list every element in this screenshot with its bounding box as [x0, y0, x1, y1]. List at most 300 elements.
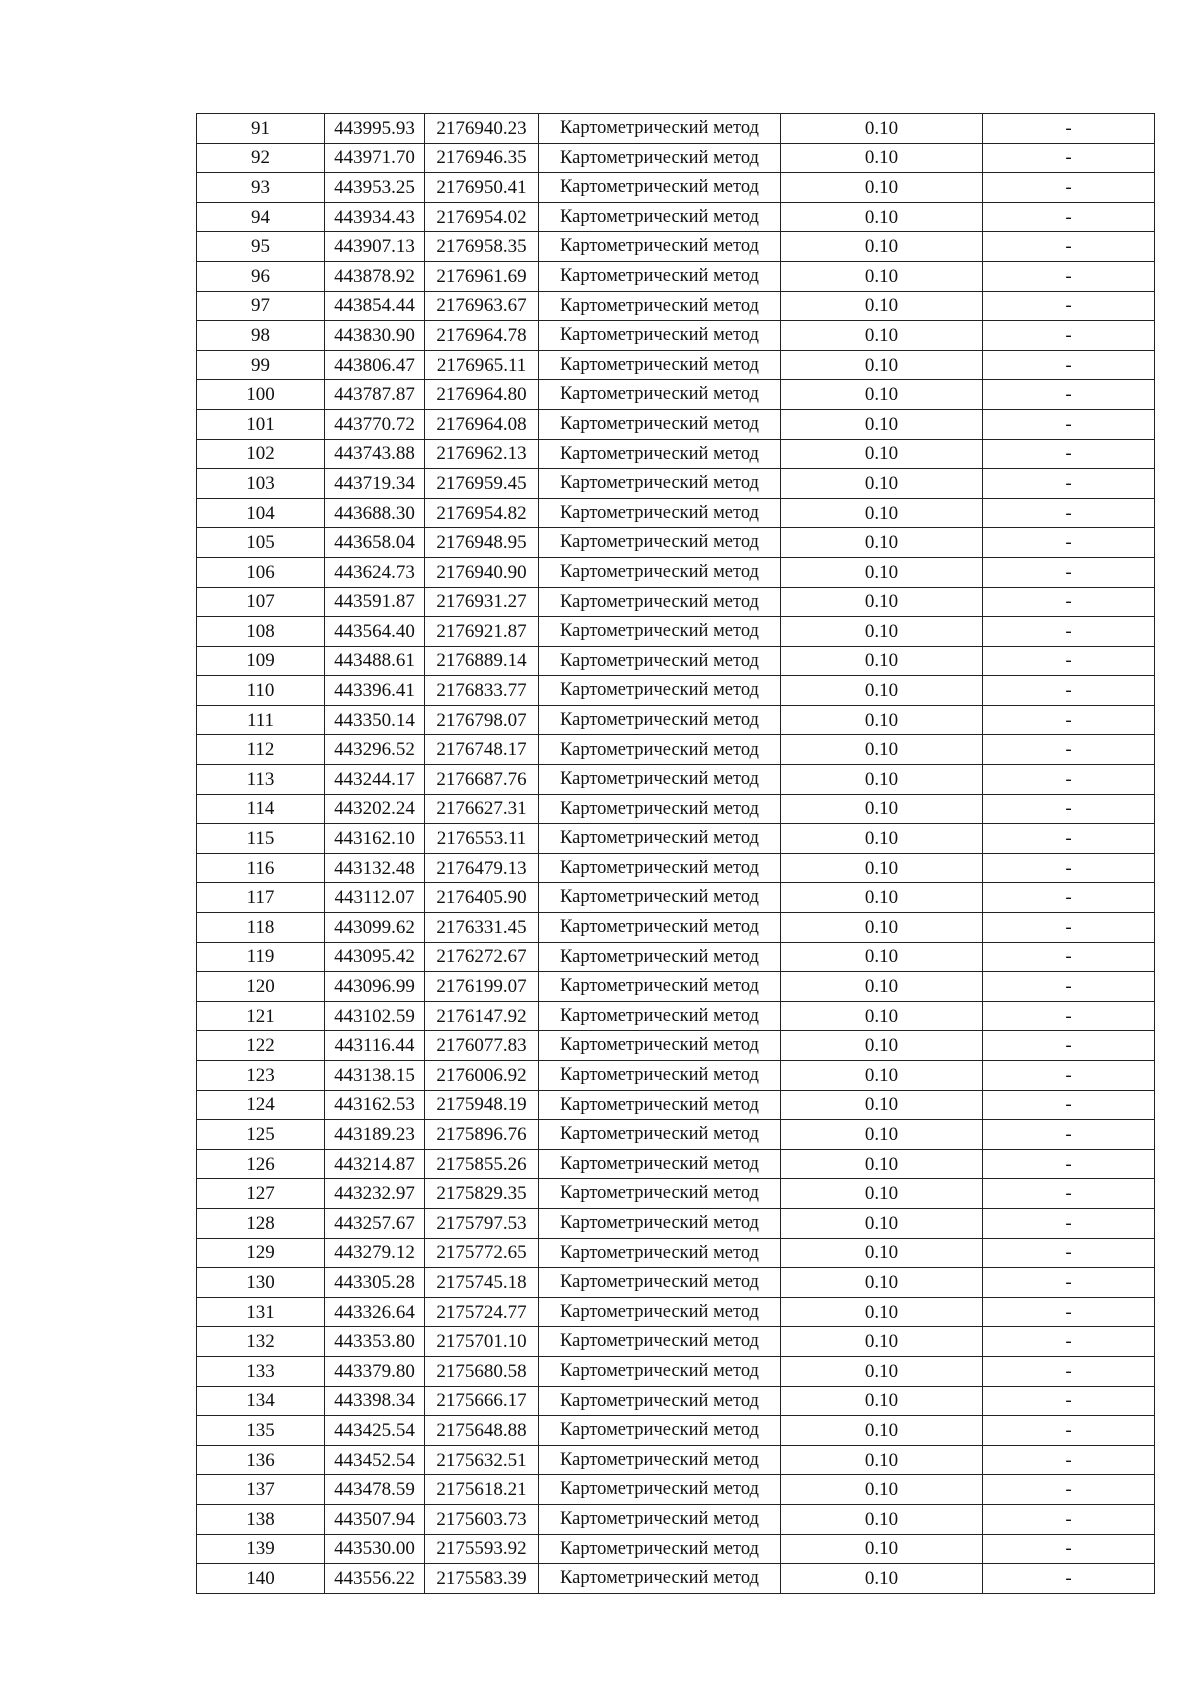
point-number-cell: 115	[197, 824, 325, 854]
table-row	[197, 1149, 1155, 1179]
accuracy-cell: 0.10	[781, 1061, 983, 1091]
table-row	[197, 824, 1155, 854]
point-number-cell: 98	[197, 321, 325, 351]
description-cell: -	[983, 1327, 1155, 1357]
description-cell: -	[983, 143, 1155, 173]
table-row	[197, 1268, 1155, 1298]
accuracy-cell: 0.10	[781, 1416, 983, 1446]
point-number-cell: 124	[197, 1090, 325, 1120]
y-coordinate-cell: 2176954.02	[425, 202, 539, 232]
y-coordinate-cell: 2176950.41	[425, 173, 539, 203]
x-coordinate-cell: 443488.61	[325, 646, 425, 676]
x-coordinate-cell: 443102.59	[325, 1001, 425, 1031]
method-cell: Картометрический метод	[539, 557, 781, 587]
description-cell: -	[983, 587, 1155, 617]
table-row	[197, 1327, 1155, 1357]
point-number-cell: 137	[197, 1475, 325, 1505]
description-cell: -	[983, 114, 1155, 144]
table-row	[197, 1031, 1155, 1061]
table-row	[197, 1475, 1155, 1505]
method-cell: Картометрический метод	[539, 794, 781, 824]
x-coordinate-cell: 443591.87	[325, 587, 425, 617]
y-coordinate-cell: 2176963.67	[425, 291, 539, 321]
y-coordinate-cell: 2176959.45	[425, 469, 539, 499]
y-coordinate-cell: 2175797.53	[425, 1208, 539, 1238]
description-cell: -	[983, 291, 1155, 321]
method-cell: Картометрический метод	[539, 617, 781, 647]
y-coordinate-cell: 2176954.82	[425, 498, 539, 528]
x-coordinate-cell: 443854.44	[325, 291, 425, 321]
y-coordinate-cell: 2175603.73	[425, 1504, 539, 1534]
description-cell: -	[983, 1475, 1155, 1505]
accuracy-cell: 0.10	[781, 765, 983, 795]
description-cell: -	[983, 261, 1155, 291]
x-coordinate-cell: 443189.23	[325, 1120, 425, 1150]
method-cell: Картометрический метод	[539, 765, 781, 795]
accuracy-cell: 0.10	[781, 1386, 983, 1416]
method-cell: Картометрический метод	[539, 528, 781, 558]
description-cell: -	[983, 617, 1155, 647]
table-row	[197, 735, 1155, 765]
y-coordinate-cell: 2176889.14	[425, 646, 539, 676]
table-row	[197, 498, 1155, 528]
accuracy-cell: 0.10	[781, 232, 983, 262]
description-cell: -	[983, 321, 1155, 351]
method-cell: Картометрический метод	[539, 1564, 781, 1594]
accuracy-cell: 0.10	[781, 853, 983, 883]
y-coordinate-cell: 2176958.35	[425, 232, 539, 262]
x-coordinate-cell: 443953.25	[325, 173, 425, 203]
method-cell: Картометрический метод	[539, 439, 781, 469]
accuracy-cell: 0.10	[781, 261, 983, 291]
description-cell: -	[983, 1031, 1155, 1061]
x-coordinate-cell: 443132.48	[325, 853, 425, 883]
table-row	[197, 439, 1155, 469]
description-cell: -	[983, 913, 1155, 943]
description-cell: -	[983, 1061, 1155, 1091]
method-cell: Картометрический метод	[539, 676, 781, 706]
method-cell: Картометрический метод	[539, 824, 781, 854]
y-coordinate-cell: 2175855.26	[425, 1149, 539, 1179]
point-number-cell: 133	[197, 1356, 325, 1386]
point-number-cell: 121	[197, 1001, 325, 1031]
point-number-cell: 91	[197, 114, 325, 144]
y-coordinate-cell: 2175680.58	[425, 1356, 539, 1386]
description-cell: -	[983, 1297, 1155, 1327]
table-row	[197, 1297, 1155, 1327]
point-number-cell: 111	[197, 705, 325, 735]
method-cell: Картометрический метод	[539, 469, 781, 499]
method-cell: Картометрический метод	[539, 883, 781, 913]
method-cell: Картометрический метод	[539, 1504, 781, 1534]
x-coordinate-cell: 443770.72	[325, 409, 425, 439]
point-number-cell: 110	[197, 676, 325, 706]
method-cell: Картометрический метод	[539, 380, 781, 410]
point-number-cell: 129	[197, 1238, 325, 1268]
description-cell: -	[983, 794, 1155, 824]
x-coordinate-cell: 443971.70	[325, 143, 425, 173]
method-cell: Картометрический метод	[539, 1001, 781, 1031]
description-cell: -	[983, 1208, 1155, 1238]
table-row	[197, 883, 1155, 913]
x-coordinate-cell: 443116.44	[325, 1031, 425, 1061]
table-row	[197, 617, 1155, 647]
method-cell: Картометрический метод	[539, 202, 781, 232]
x-coordinate-cell: 443353.80	[325, 1327, 425, 1357]
table-row	[197, 1090, 1155, 1120]
description-cell: -	[983, 1564, 1155, 1594]
accuracy-cell: 0.10	[781, 202, 983, 232]
accuracy-cell: 0.10	[781, 1001, 983, 1031]
x-coordinate-cell: 443296.52	[325, 735, 425, 765]
x-coordinate-cell: 443907.13	[325, 232, 425, 262]
description-cell: -	[983, 202, 1155, 232]
table-row	[197, 291, 1155, 321]
x-coordinate-cell: 443425.54	[325, 1416, 425, 1446]
description-cell: -	[983, 705, 1155, 735]
accuracy-cell: 0.10	[781, 1120, 983, 1150]
x-coordinate-cell: 443257.67	[325, 1208, 425, 1238]
point-number-cell: 131	[197, 1297, 325, 1327]
y-coordinate-cell: 2175618.21	[425, 1475, 539, 1505]
point-number-cell: 94	[197, 202, 325, 232]
y-coordinate-cell: 2175948.19	[425, 1090, 539, 1120]
description-cell: -	[983, 1416, 1155, 1446]
y-coordinate-cell: 2176946.35	[425, 143, 539, 173]
description-cell: -	[983, 173, 1155, 203]
method-cell: Картометрический метод	[539, 1297, 781, 1327]
y-coordinate-cell: 2176948.95	[425, 528, 539, 558]
y-coordinate-cell: 2176964.08	[425, 409, 539, 439]
accuracy-cell: 0.10	[781, 469, 983, 499]
point-number-cell: 136	[197, 1445, 325, 1475]
x-coordinate-cell: 443688.30	[325, 498, 425, 528]
method-cell: Картометрический метод	[539, 173, 781, 203]
x-coordinate-cell: 443396.41	[325, 676, 425, 706]
table-row	[197, 1445, 1155, 1475]
accuracy-cell: 0.10	[781, 735, 983, 765]
point-number-cell: 125	[197, 1120, 325, 1150]
table-row	[197, 587, 1155, 617]
accuracy-cell: 0.10	[781, 913, 983, 943]
description-cell: -	[983, 1268, 1155, 1298]
y-coordinate-cell: 2176921.87	[425, 617, 539, 647]
method-cell: Картометрический метод	[539, 1149, 781, 1179]
method-cell: Картометрический метод	[539, 1386, 781, 1416]
description-cell: -	[983, 1386, 1155, 1416]
table-row	[197, 173, 1155, 203]
point-number-cell: 92	[197, 143, 325, 173]
table-row	[197, 705, 1155, 735]
table-row	[197, 321, 1155, 351]
y-coordinate-cell: 2175896.76	[425, 1120, 539, 1150]
y-coordinate-cell: 2176147.92	[425, 1001, 539, 1031]
x-coordinate-cell: 443214.87	[325, 1149, 425, 1179]
y-coordinate-cell: 2175648.88	[425, 1416, 539, 1446]
point-number-cell: 93	[197, 173, 325, 203]
table-row	[197, 1564, 1155, 1594]
method-cell: Картометрический метод	[539, 143, 781, 173]
point-number-cell: 135	[197, 1416, 325, 1446]
description-cell: -	[983, 824, 1155, 854]
method-cell: Картометрический метод	[539, 1061, 781, 1091]
accuracy-cell: 0.10	[781, 1327, 983, 1357]
table-row	[197, 765, 1155, 795]
x-coordinate-cell: 443556.22	[325, 1564, 425, 1594]
accuracy-cell: 0.10	[781, 646, 983, 676]
description-cell: -	[983, 1504, 1155, 1534]
table-row	[197, 1001, 1155, 1031]
x-coordinate-cell: 443305.28	[325, 1268, 425, 1298]
accuracy-cell: 0.10	[781, 942, 983, 972]
coordinates-table	[196, 113, 1155, 1594]
point-number-cell: 112	[197, 735, 325, 765]
method-cell: Картометрический метод	[539, 1238, 781, 1268]
x-coordinate-cell: 443830.90	[325, 321, 425, 351]
coordinates-table-body	[197, 114, 1155, 1594]
point-number-cell: 102	[197, 439, 325, 469]
point-number-cell: 120	[197, 972, 325, 1002]
y-coordinate-cell: 2176965.11	[425, 350, 539, 380]
y-coordinate-cell: 2176964.80	[425, 380, 539, 410]
y-coordinate-cell: 2176931.27	[425, 587, 539, 617]
description-cell: -	[983, 853, 1155, 883]
x-coordinate-cell: 443564.40	[325, 617, 425, 647]
description-cell: -	[983, 350, 1155, 380]
point-number-cell: 103	[197, 469, 325, 499]
method-cell: Картометрический метод	[539, 1208, 781, 1238]
table-row	[197, 202, 1155, 232]
accuracy-cell: 0.10	[781, 1268, 983, 1298]
table-row	[197, 409, 1155, 439]
x-coordinate-cell: 443099.62	[325, 913, 425, 943]
accuracy-cell: 0.10	[781, 1090, 983, 1120]
table-row	[197, 942, 1155, 972]
accuracy-cell: 0.10	[781, 1238, 983, 1268]
x-coordinate-cell: 443624.73	[325, 557, 425, 587]
accuracy-cell: 0.10	[781, 1208, 983, 1238]
y-coordinate-cell: 2175745.18	[425, 1268, 539, 1298]
description-cell: -	[983, 232, 1155, 262]
x-coordinate-cell: 443398.34	[325, 1386, 425, 1416]
description-cell: -	[983, 528, 1155, 558]
table-row	[197, 1416, 1155, 1446]
table-row	[197, 676, 1155, 706]
y-coordinate-cell: 2175593.92	[425, 1534, 539, 1564]
description-cell: -	[983, 1179, 1155, 1209]
accuracy-cell: 0.10	[781, 1149, 983, 1179]
accuracy-cell: 0.10	[781, 321, 983, 351]
method-cell: Картометрический метод	[539, 913, 781, 943]
point-number-cell: 139	[197, 1534, 325, 1564]
table-row	[197, 528, 1155, 558]
x-coordinate-cell: 443379.80	[325, 1356, 425, 1386]
x-coordinate-cell: 443743.88	[325, 439, 425, 469]
description-cell: -	[983, 409, 1155, 439]
accuracy-cell: 0.10	[781, 1297, 983, 1327]
point-number-cell: 100	[197, 380, 325, 410]
method-cell: Картометрический метод	[539, 853, 781, 883]
point-number-cell: 114	[197, 794, 325, 824]
point-number-cell: 113	[197, 765, 325, 795]
point-number-cell: 109	[197, 646, 325, 676]
point-number-cell: 95	[197, 232, 325, 262]
description-cell: -	[983, 439, 1155, 469]
x-coordinate-cell: 443096.99	[325, 972, 425, 1002]
y-coordinate-cell: 2176331.45	[425, 913, 539, 943]
accuracy-cell: 0.10	[781, 528, 983, 558]
accuracy-cell: 0.10	[781, 557, 983, 587]
description-cell: -	[983, 1445, 1155, 1475]
y-coordinate-cell: 2175583.39	[425, 1564, 539, 1594]
description-cell: -	[983, 646, 1155, 676]
description-cell: -	[983, 765, 1155, 795]
table-row	[197, 469, 1155, 499]
accuracy-cell: 0.10	[781, 380, 983, 410]
description-cell: -	[983, 469, 1155, 499]
accuracy-cell: 0.10	[781, 498, 983, 528]
table-row	[197, 1356, 1155, 1386]
table-row	[197, 232, 1155, 262]
x-coordinate-cell: 443350.14	[325, 705, 425, 735]
point-number-cell: 97	[197, 291, 325, 321]
table-row	[197, 1504, 1155, 1534]
accuracy-cell: 0.10	[781, 883, 983, 913]
accuracy-cell: 0.10	[781, 1534, 983, 1564]
x-coordinate-cell: 443806.47	[325, 350, 425, 380]
method-cell: Картометрический метод	[539, 1179, 781, 1209]
method-cell: Картометрический метод	[539, 1268, 781, 1298]
description-cell: -	[983, 676, 1155, 706]
accuracy-cell: 0.10	[781, 794, 983, 824]
accuracy-cell: 0.10	[781, 409, 983, 439]
table-row	[197, 1179, 1155, 1209]
method-cell: Картометрический метод	[539, 1534, 781, 1564]
x-coordinate-cell: 443279.12	[325, 1238, 425, 1268]
accuracy-cell: 0.10	[781, 1179, 983, 1209]
description-cell: -	[983, 1120, 1155, 1150]
x-coordinate-cell: 443478.59	[325, 1475, 425, 1505]
x-coordinate-cell: 443244.17	[325, 765, 425, 795]
y-coordinate-cell: 2176687.76	[425, 765, 539, 795]
table-row	[197, 972, 1155, 1002]
point-number-cell: 104	[197, 498, 325, 528]
point-number-cell: 130	[197, 1268, 325, 1298]
y-coordinate-cell: 2176798.07	[425, 705, 539, 735]
method-cell: Картометрический метод	[539, 498, 781, 528]
table-row	[197, 261, 1155, 291]
point-number-cell: 117	[197, 883, 325, 913]
point-number-cell: 122	[197, 1031, 325, 1061]
method-cell: Картометрический метод	[539, 735, 781, 765]
y-coordinate-cell: 2175701.10	[425, 1327, 539, 1357]
point-number-cell: 123	[197, 1061, 325, 1091]
description-cell: -	[983, 380, 1155, 410]
x-coordinate-cell: 443232.97	[325, 1179, 425, 1209]
method-cell: Картометрический метод	[539, 1031, 781, 1061]
description-cell: -	[983, 972, 1155, 1002]
table-row	[197, 1208, 1155, 1238]
description-cell: -	[983, 1534, 1155, 1564]
y-coordinate-cell: 2176405.90	[425, 883, 539, 913]
method-cell: Картометрический метод	[539, 705, 781, 735]
y-coordinate-cell: 2176077.83	[425, 1031, 539, 1061]
x-coordinate-cell: 443530.00	[325, 1534, 425, 1564]
method-cell: Картометрический метод	[539, 350, 781, 380]
method-cell: Картометрический метод	[539, 261, 781, 291]
y-coordinate-cell: 2175829.35	[425, 1179, 539, 1209]
point-number-cell: 128	[197, 1208, 325, 1238]
accuracy-cell: 0.10	[781, 1564, 983, 1594]
y-coordinate-cell: 2176940.23	[425, 114, 539, 144]
x-coordinate-cell: 443202.24	[325, 794, 425, 824]
method-cell: Картометрический метод	[539, 646, 781, 676]
table-row	[197, 1061, 1155, 1091]
accuracy-cell: 0.10	[781, 114, 983, 144]
y-coordinate-cell: 2176748.17	[425, 735, 539, 765]
description-cell: -	[983, 942, 1155, 972]
table-row	[197, 380, 1155, 410]
point-number-cell: 134	[197, 1386, 325, 1416]
method-cell: Картометрический метод	[539, 1445, 781, 1475]
accuracy-cell: 0.10	[781, 705, 983, 735]
point-number-cell: 126	[197, 1149, 325, 1179]
x-coordinate-cell: 443326.64	[325, 1297, 425, 1327]
method-cell: Картометрический метод	[539, 1475, 781, 1505]
x-coordinate-cell: 443162.53	[325, 1090, 425, 1120]
accuracy-cell: 0.10	[781, 1031, 983, 1061]
y-coordinate-cell: 2176627.31	[425, 794, 539, 824]
table-row	[197, 853, 1155, 883]
point-number-cell: 108	[197, 617, 325, 647]
x-coordinate-cell: 443719.34	[325, 469, 425, 499]
y-coordinate-cell: 2175724.77	[425, 1297, 539, 1327]
y-coordinate-cell: 2176962.13	[425, 439, 539, 469]
method-cell: Картометрический метод	[539, 972, 781, 1002]
y-coordinate-cell: 2175666.17	[425, 1386, 539, 1416]
table-row	[197, 794, 1155, 824]
table-row	[197, 646, 1155, 676]
table-row	[197, 1238, 1155, 1268]
y-coordinate-cell: 2175772.65	[425, 1238, 539, 1268]
table-row	[197, 1120, 1155, 1150]
point-number-cell: 101	[197, 409, 325, 439]
table-row	[197, 913, 1155, 943]
y-coordinate-cell: 2176833.77	[425, 676, 539, 706]
method-cell: Картометрический метод	[539, 1090, 781, 1120]
x-coordinate-cell: 443995.93	[325, 114, 425, 144]
accuracy-cell: 0.10	[781, 824, 983, 854]
accuracy-cell: 0.10	[781, 1475, 983, 1505]
y-coordinate-cell: 2176479.13	[425, 853, 539, 883]
table-row	[197, 557, 1155, 587]
table-row	[197, 350, 1155, 380]
point-number-cell: 96	[197, 261, 325, 291]
x-coordinate-cell: 443138.15	[325, 1061, 425, 1091]
method-cell: Картометрический метод	[539, 291, 781, 321]
method-cell: Картометрический метод	[539, 587, 781, 617]
point-number-cell: 116	[197, 853, 325, 883]
accuracy-cell: 0.10	[781, 587, 983, 617]
method-cell: Картометрический метод	[539, 1327, 781, 1357]
accuracy-cell: 0.10	[781, 1445, 983, 1475]
point-number-cell: 140	[197, 1564, 325, 1594]
accuracy-cell: 0.10	[781, 350, 983, 380]
point-number-cell: 138	[197, 1504, 325, 1534]
method-cell: Картометрический метод	[539, 114, 781, 144]
accuracy-cell: 0.10	[781, 173, 983, 203]
method-cell: Картометрический метод	[539, 942, 781, 972]
